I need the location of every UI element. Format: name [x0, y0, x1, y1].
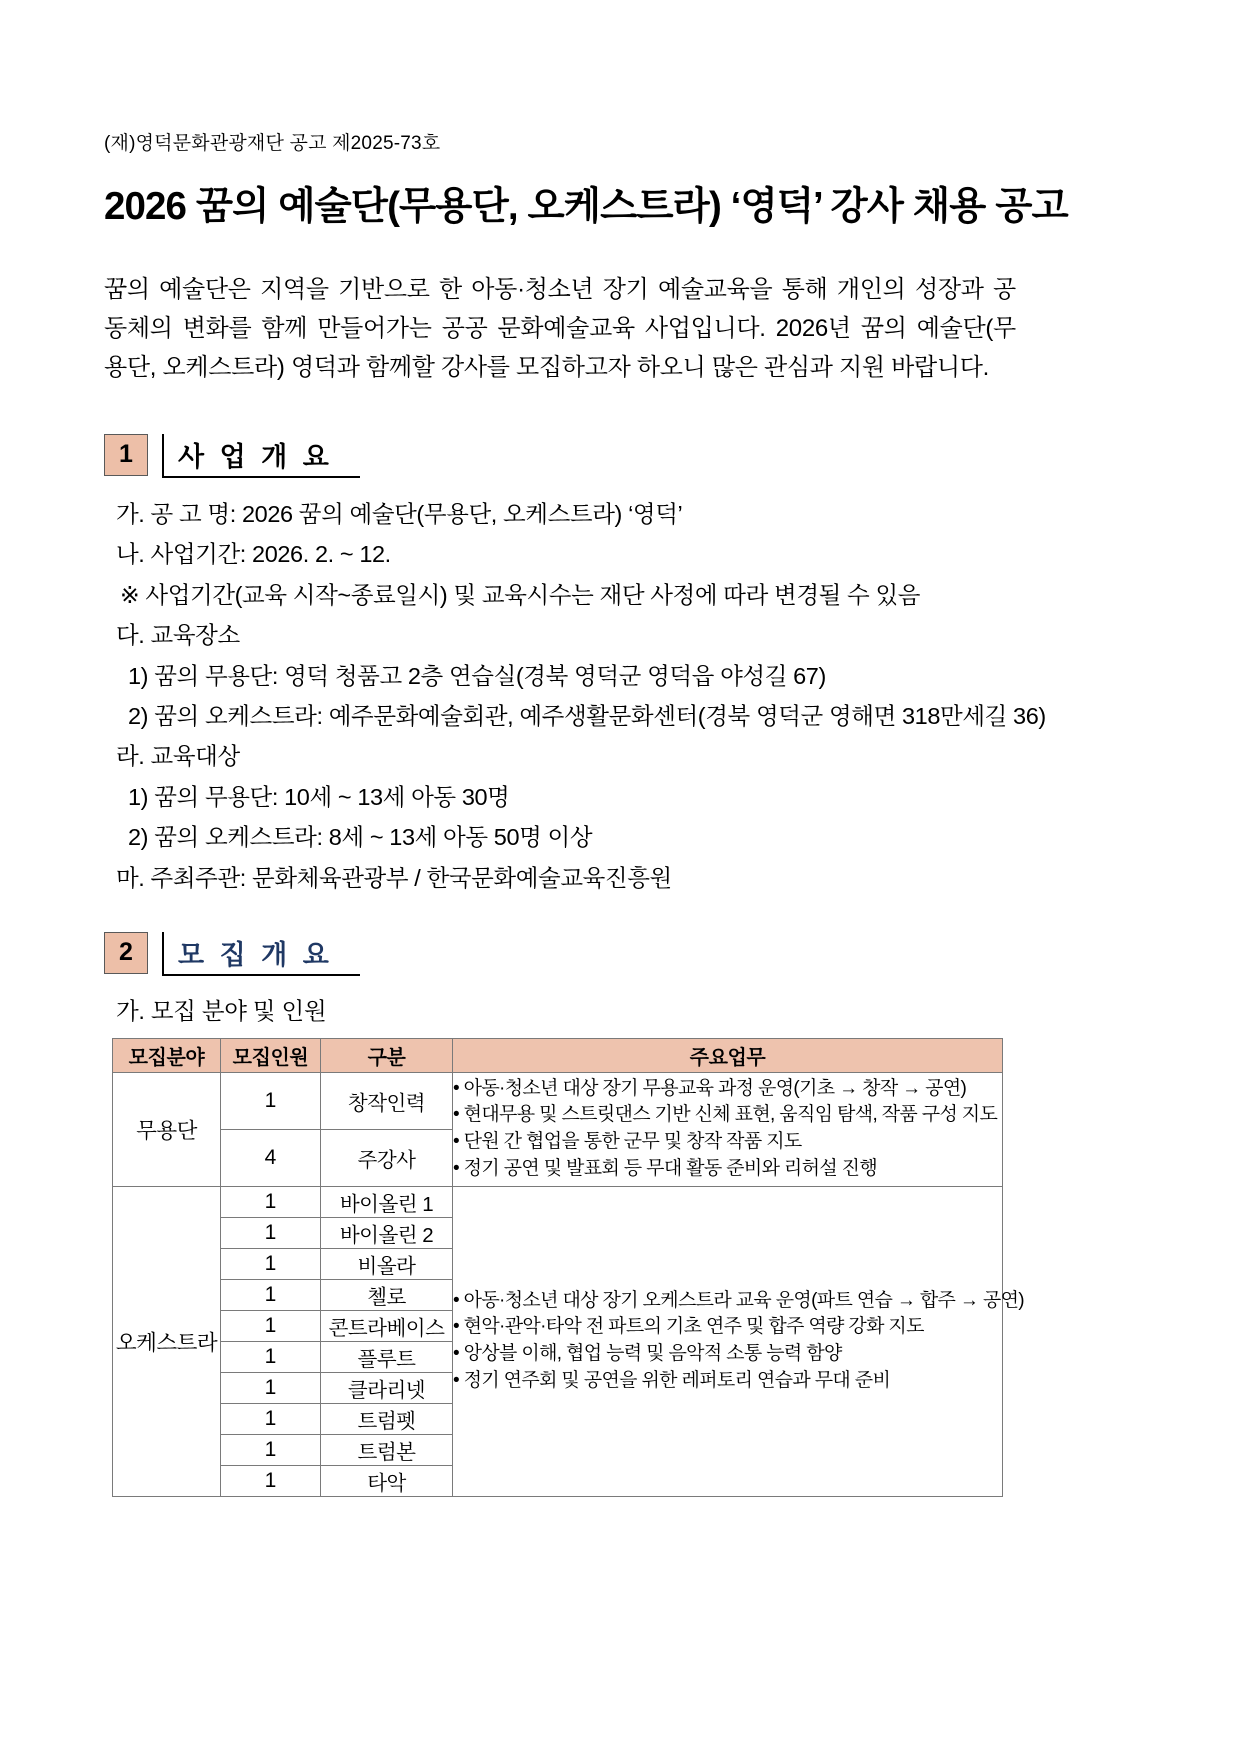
- cell-count: 1: [221, 1310, 321, 1341]
- duty-line: • 아동·청소년 대상 장기 오케스트라 교육 운영(파트 연습 → 합주 → 공연): [453, 1289, 1024, 1311]
- section-1-number: 1: [104, 434, 148, 476]
- table-header-kind: 구분: [321, 1038, 453, 1072]
- list-item: 2) 꿈의 오케스트라: 예주문화예술회관, 예주생활문화센터(경북 영덕군 영해면 318만세길 36): [128, 702, 1046, 729]
- cell-kind: 주강사: [321, 1129, 453, 1186]
- recruit-subheading: 가. 모집 분야 및 인원: [116, 997, 327, 1024]
- section-2-title: 모 집 개 요: [178, 940, 333, 971]
- duty-line: • 정기 공연 및 발표회 등 무대 활동 준비와 리허설 진행: [453, 1158, 878, 1180]
- duty-line: • 현대무용 및 스트릿댄스 기반 신체 표현, 움직임 탐색, 작품 구성 지도: [453, 1104, 998, 1126]
- section-1-title-wrap: [162, 434, 360, 478]
- table-row: [113, 1072, 1003, 1129]
- cell-count: 1: [221, 1372, 321, 1403]
- section-1-underline: [164, 476, 360, 478]
- cell-kind: 트럼펫: [321, 1403, 453, 1434]
- table-row: [113, 1186, 1003, 1217]
- cell-duty: [453, 1072, 1003, 1186]
- duty-line: • 아동·청소년 대상 장기 무용교육 과정 운영(기초 → 창작 → 공연): [453, 1077, 967, 1099]
- list-item: 가. 공 고 명: 2026 꿈의 예술단(무용단, 오케스트라) ‘영덕’: [116, 500, 683, 527]
- cell-count: 1: [221, 1403, 321, 1434]
- table-header-count: 모집인원: [221, 1038, 321, 1072]
- list-item: 1) 꿈의 무용단: 10세 ~ 13세 아동 30명: [128, 783, 510, 810]
- cell-kind: 창작인력: [321, 1072, 453, 1129]
- cell-field: 무용단: [113, 1072, 221, 1186]
- recruitment-table: [112, 1038, 1024, 1497]
- cell-kind: 트럼본: [321, 1434, 453, 1465]
- section-1-heading: [104, 434, 1016, 478]
- intro-line-1: 꿈의 예술단은 지역을 기반으로 한 아동·청소년 장기 예술교육을 통해 개인의 성장과 공: [104, 276, 1016, 304]
- cell-count: 1: [221, 1217, 321, 1248]
- section-2-title-wrap: [162, 932, 360, 976]
- cell-count: 4: [221, 1129, 321, 1186]
- section-1-title: 사 업 개 요: [178, 442, 333, 473]
- cell-kind: 첼로: [321, 1279, 453, 1310]
- cell-kind: 바이올린 2: [321, 1217, 453, 1248]
- cell-kind: 콘트라베이스: [321, 1310, 453, 1341]
- cell-count: 1: [221, 1434, 321, 1465]
- intro-line-2: 동체의 변화를 함께 만들어가는 공공 문화예술교육 사업입니다. 2026년 꿈의 예술단(무: [104, 315, 1016, 343]
- table-header-duty: 주요업무: [453, 1038, 1003, 1072]
- list-item: 마. 주최주관: 문화체육관광부 / 한국문화예술교육진흥원: [116, 864, 672, 891]
- list-item: 1) 꿈의 무용단: 영덕 청품고 2층 연습실(경북 영덕군 영덕읍 야성길 67): [128, 662, 826, 689]
- cell-kind: 비올라: [321, 1248, 453, 1279]
- document-content: [104, 128, 1068, 1497]
- duty-line: • 현악·관악·타악 전 파트의 기초 연주 및 합주 역량 강화 지도: [453, 1316, 924, 1338]
- cell-kind: 플루트: [321, 1341, 453, 1372]
- list-item: 2) 꿈의 오케스트라: 8세 ~ 13세 아동 50명 이상: [128, 824, 593, 851]
- cell-count: 1: [221, 1465, 321, 1496]
- list-item: 다. 교육장소: [116, 622, 240, 649]
- section-2-heading: [104, 932, 1016, 976]
- section-2-underline: [164, 974, 360, 976]
- duty-line: • 앙상블 이해, 협업 능력 및 음악적 소통 능력 함양: [453, 1343, 842, 1365]
- section-2-number: 2: [104, 932, 148, 974]
- cell-kind: 클라리넷: [321, 1372, 453, 1403]
- cell-duty: [453, 1186, 1024, 1496]
- list-item-note: ※ 사업기간(교육 시작~종료일시) 및 교육시수는 재단 사정에 따라 변경될 수 있음: [120, 581, 921, 608]
- section-1-list: [104, 494, 1046, 898]
- table-header-row: [113, 1038, 1003, 1072]
- section-spacer: [104, 898, 1016, 932]
- intro-line-3: 용단, 오케스트라) 영덕과 함께할 강사를 모집하고자 하오니 많은 관심과 지원 바랍니다.: [104, 354, 990, 382]
- list-item: 나. 사업기간: 2026. 2. ~ 12.: [116, 541, 391, 568]
- duty-line: • 정기 연주회 및 공연을 위한 레퍼토리 연습과 무대 준비: [453, 1370, 891, 1392]
- document-number: (재)영덕문화관광재단 공고 제2025-73호: [104, 133, 441, 154]
- page-title: 2026 꿈의 예술단(무용단, 오케스트라) ‘영덕’ 강사 채용 공고: [104, 185, 1068, 228]
- cell-count: 1: [221, 1248, 321, 1279]
- cell-kind: 타악: [321, 1465, 453, 1496]
- cell-count: 1: [221, 1186, 321, 1217]
- intro-paragraph: [104, 271, 1016, 388]
- table-header-field: 모집분야: [113, 1038, 221, 1072]
- cell-field: 오케스트라: [113, 1186, 221, 1496]
- cell-count: 1: [221, 1279, 321, 1310]
- cell-count: 1: [221, 1072, 321, 1129]
- duty-line: • 단원 간 협업을 통한 군무 및 창작 작품 지도: [453, 1131, 802, 1153]
- cell-count: 1: [221, 1341, 321, 1372]
- list-item: 라. 교육대상: [116, 743, 240, 770]
- cell-kind: 바이올린 1: [321, 1186, 453, 1217]
